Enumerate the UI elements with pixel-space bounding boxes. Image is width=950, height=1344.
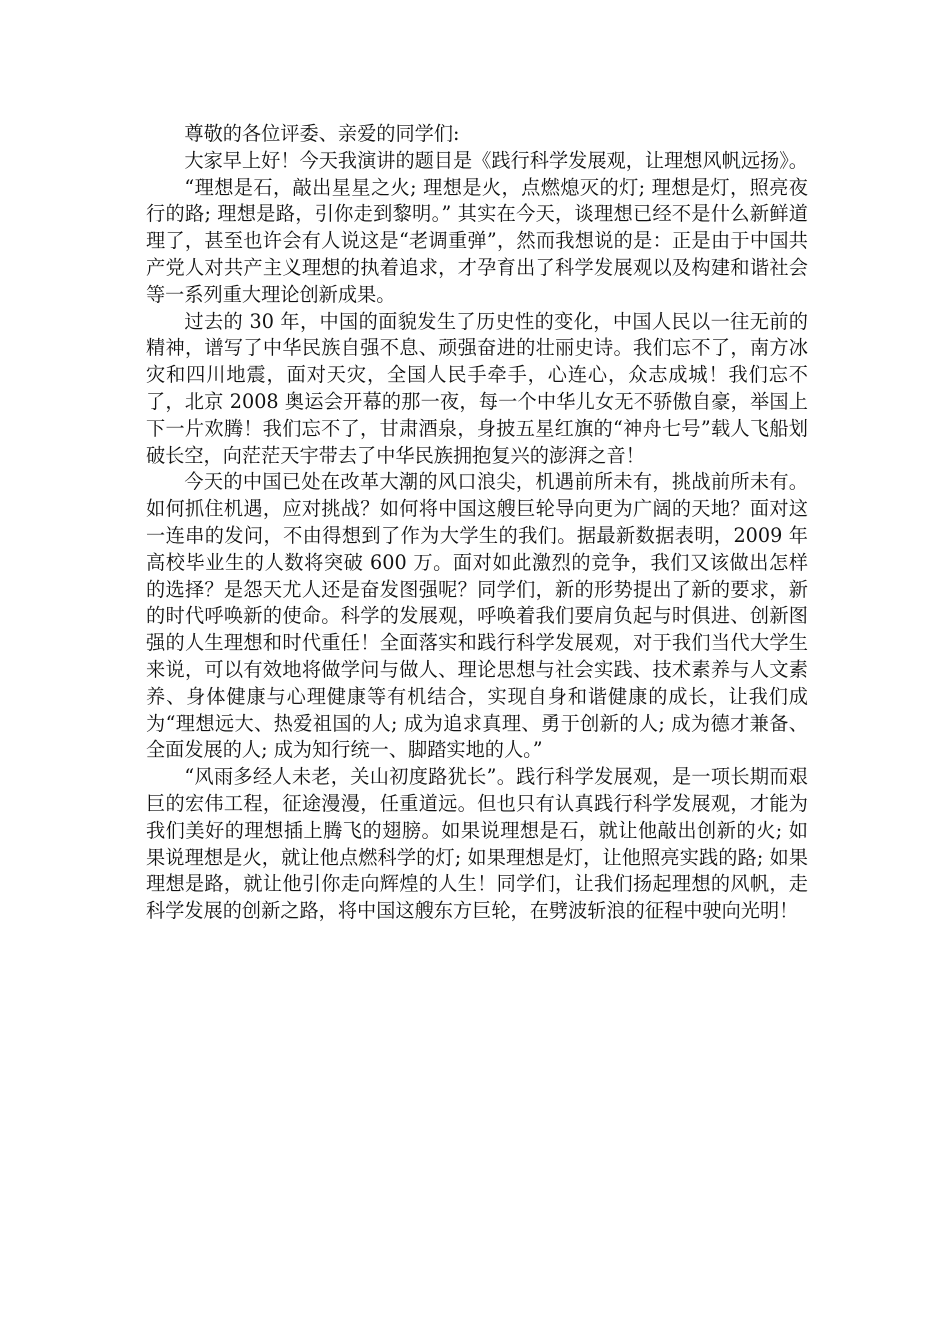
salutation: 尊敬的各位评委、亲爱的同学们: — [184, 122, 460, 145]
document-page — [146, 121, 808, 925]
paragraph-past-30-years: 过去的 30 年，中国的面貌发生了历史性的变化，中国人民以一往无前的精神，谱写了中华民族自强不息、顽强奋进的壮丽史诗。我们忘不了，南方冰灾和四川地震，面对天灾，全国人民手牵手，心连心，众志成城！我们忘不了，北京 2008 奥运会开幕的那一夜，每一个中华儿女无不骄傲自豪，举国上下一片欢腾！我们忘不了，甘肃酒泉，身披五星红旗的“神舟七号”载人飞船划破长空，向茫茫天宇带去了中华民族拥抱复兴的澎湃之音！ — [146, 309, 808, 467]
paragraph-closing: “风雨多经人未老，关山初度路犹长”。践行科学发展观，是一项长期而艰巨的宏伟工程，征途漫漫，任重道远。但也只有认真践行科学发展观，才能为我们美好的理想插上腾飞的翅膀。如果说理想是石，就让他敲出创新的火; 如果说理想是火，就让他点燃科学的灯; 如果理想是灯，让他照亮实践的路; 如果理想是路，就让他引你走向辉煌的人生！同学们，让我们扬起理想的风帆，走科学发展的创新之路，将中国这艘东方巨轮，在劈波斩浪的征程中驶向光明！ — [146, 765, 808, 923]
paragraph-today-china: 今天的中国已处在改革大潮的风口浪尖，机遇前所未有，挑战前所未有。如何抓住机遇，应对挑战？如何将中国这艘巨轮导向更为广阔的天地？面对这一连串的发问，不由得想到了作为大学生的我们。据最新数据表明，2009 年高校毕业生的人数将突破 600 万。面对如此激烈的竞争，我们又该做出怎样的选择？是怨天尤人还是奋发图强呢？同学们，新的形势提出了新的要求，新的时代呼唤新的使命。科学的发展观，呼唤着我们要肩负起与时俱进、创新图强的人生理想和时代重任！全面落实和践行科学发展观，对于我们当代大学生来说，可以有效地将做学问与做人、理论思想与社会实践、技术素养与人文素养、身体健康与心理健康等有机结合，实现自身和谐健康的成长，让我们成为“理想远大、热爱祖国的人; 成为追求真理、勇于创新的人; 成为德才兼备、全面发展的人; 成为知行统一、脚踏实地的人。” — [146, 470, 808, 762]
paragraph-ideal-quote: “理想是石，敲出星星之火; 理想是火，点燃熄灭的灯; 理想是灯，照亮夜行的路; 理想是路，引你走到黎明。” 其实在今天，谈理想已经不是什么新鲜道理了，甚至也许会有人说这是“老调重弹”，然而我想说的是：正是由于中国共产党人对共产主义理想的执着追求，才孕育出了科学发展观以及构建和谐社会等一系列重大理论创新成果。 — [146, 175, 808, 306]
paragraph-opening: 大家早上好！今天我演讲的题目是《践行科学发展观，让理想风帆远扬》。 — [184, 148, 808, 172]
